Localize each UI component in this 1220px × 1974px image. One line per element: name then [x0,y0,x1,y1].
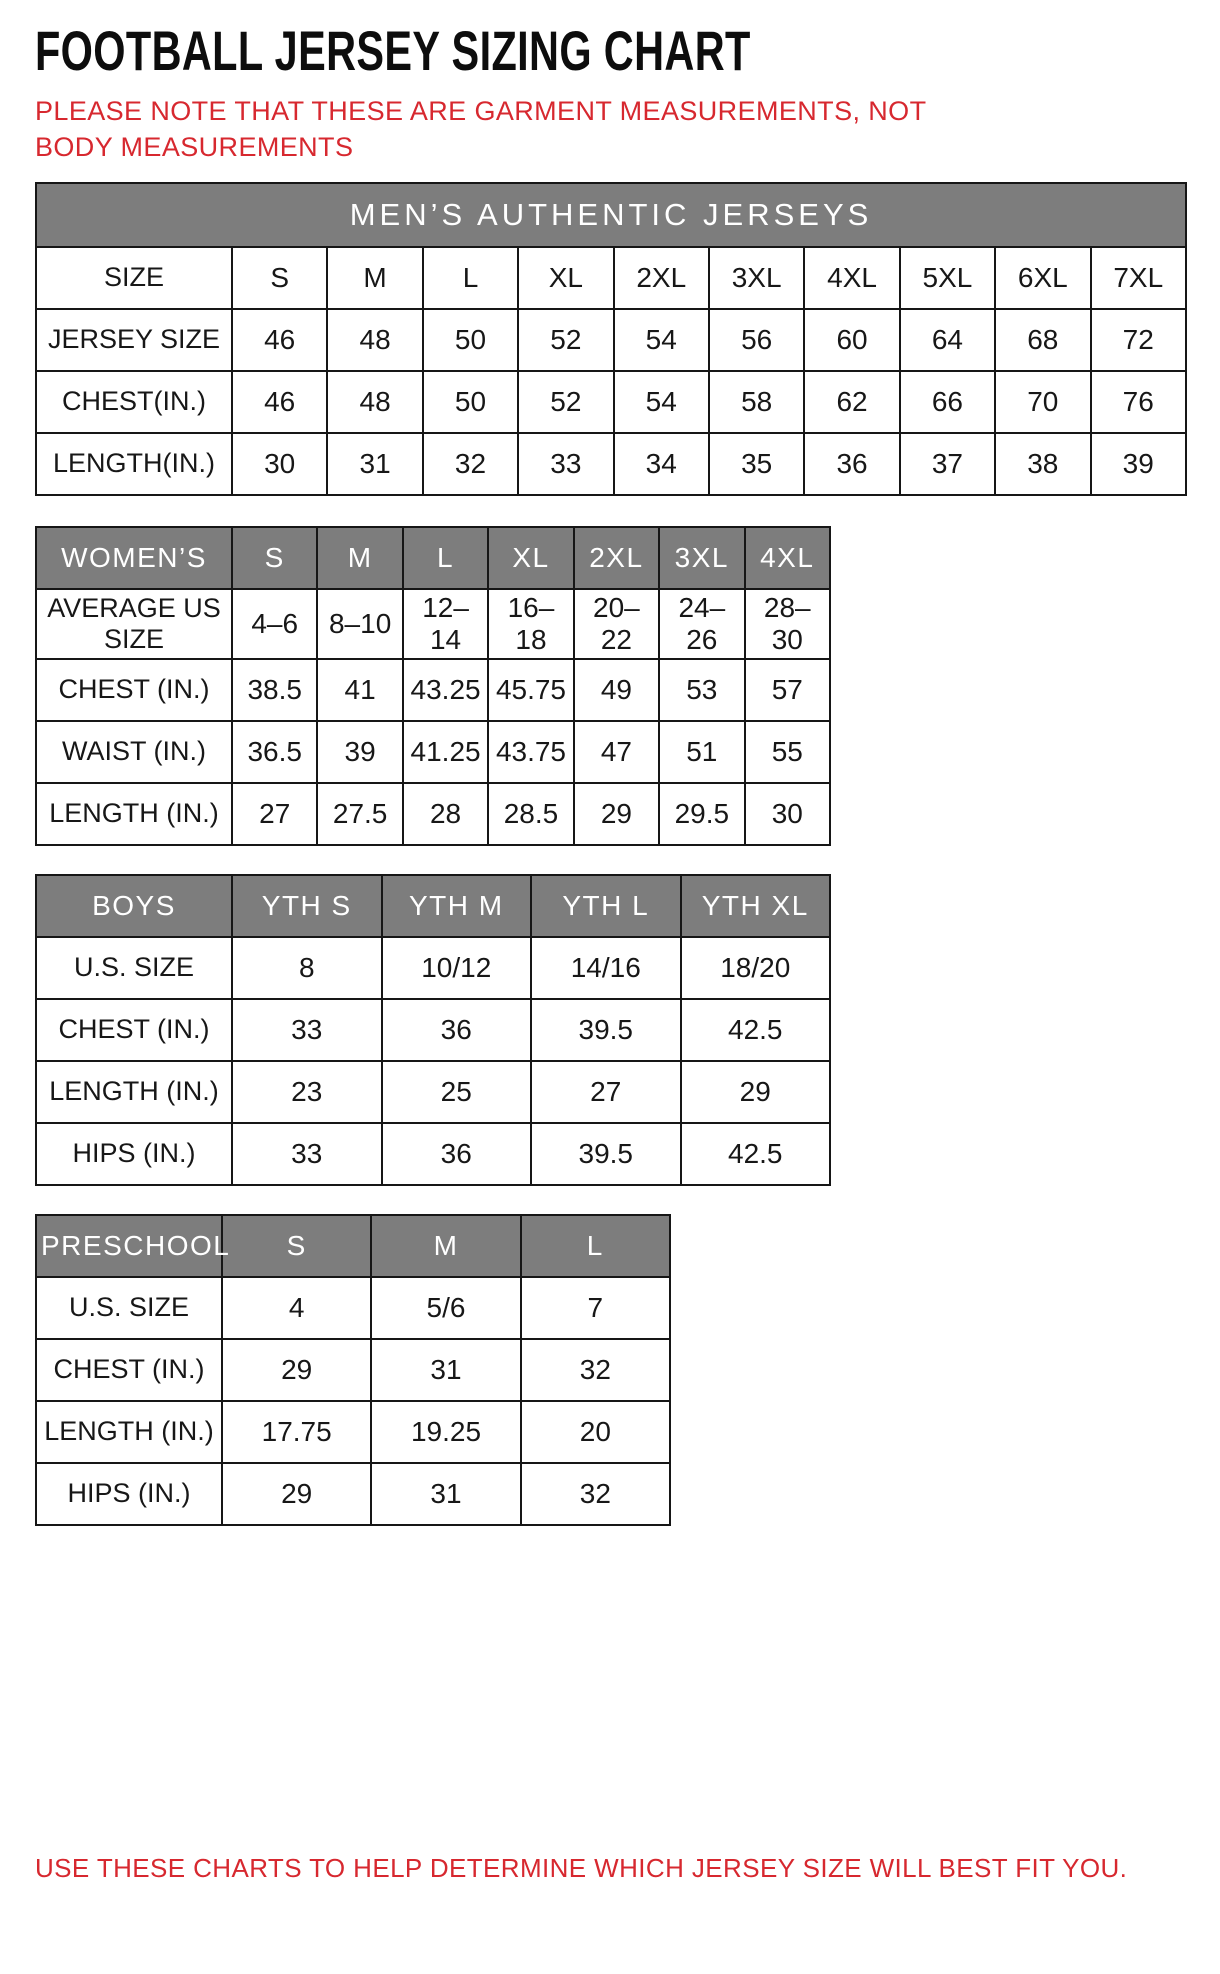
table-row [36,1339,670,1401]
table-cell: 46 [232,309,327,371]
table-cell: 52 [518,371,613,433]
table-cell: 8 [232,937,382,999]
table-cell: 20 [521,1401,670,1463]
column-header: 3XL [659,527,744,589]
row-label: AVERAGE US SIZE [36,589,232,659]
table-cell: 33 [518,433,613,495]
preschool-sizing-table [35,1214,1190,1526]
column-header: 2XL [574,527,659,589]
table-cell: 50 [423,371,518,433]
table-cell: 56 [709,309,804,371]
table-cell: 12–14 [403,589,488,659]
boys-header-label: BOYS [36,875,232,937]
table-cell: 10/12 [382,937,532,999]
table-row [36,659,830,721]
table-cell: 33 [232,999,382,1061]
table-cell: 28–30 [745,589,830,659]
table-cell: 41 [317,659,402,721]
table-cell: 76 [1091,371,1186,433]
table-cell: 38 [995,433,1090,495]
column-header: YTH S [232,875,382,937]
table-cell: 5XL [900,247,995,309]
table-cell: 45.75 [488,659,573,721]
table-cell: 57 [745,659,830,721]
table-cell: 49 [574,659,659,721]
table-row [36,247,1186,309]
table-cell: 35 [709,433,804,495]
row-label: JERSEY SIZE [36,309,232,371]
column-header: M [371,1215,520,1277]
row-label: CHEST (IN.) [36,1339,222,1401]
table-cell: 37 [900,433,995,495]
table-row [36,433,1186,495]
table-cell: 66 [900,371,995,433]
table-row [36,721,830,783]
table-cell: 54 [614,309,709,371]
table-cell: M [327,247,422,309]
table-cell: 29 [574,783,659,845]
table-row [36,1061,830,1123]
row-label: HIPS (IN.) [36,1123,232,1185]
table-cell: 34 [614,433,709,495]
table-cell: 24–26 [659,589,744,659]
best-fit-note: USE THESE CHARTS TO HELP DETERMINE WHICH JERSEY SIZE WILL BEST FIT YOU. [35,1852,1128,1883]
table-cell: 51 [659,721,744,783]
table-cell: 4XL [804,247,899,309]
table-cell: 68 [995,309,1090,371]
column-header: YTH M [382,875,532,937]
table-cell: 38.5 [232,659,317,721]
garment-measurements-note: PLEASE NOTE THAT THESE ARE GARMENT MEASUREMENTS, NOT BODY MEASUREMENTS [35,96,926,163]
table-cell: 28.5 [488,783,573,845]
row-label: CHEST (IN.) [36,659,232,721]
table-cell: 43.25 [403,659,488,721]
table-row [36,783,830,845]
table-cell: 46 [232,371,327,433]
table-cell: 2XL [614,247,709,309]
table-cell: 28 [403,783,488,845]
table-cell: 4 [222,1277,371,1339]
womens-table-grid [35,526,831,846]
table-cell: 29.5 [659,783,744,845]
table-cell: 4–6 [232,589,317,659]
table-cell: 31 [371,1463,520,1525]
table-row [36,937,830,999]
table-cell: 32 [521,1339,670,1401]
table-row [36,1123,830,1185]
table-cell: 18/20 [681,937,831,999]
table-cell: 31 [371,1339,520,1401]
table-cell: 55 [745,721,830,783]
table-cell: 32 [521,1463,670,1525]
table-cell: 64 [900,309,995,371]
row-label: LENGTH (IN.) [36,1061,232,1123]
table-cell: S [232,247,327,309]
table-cell: 29 [681,1061,831,1123]
table-row [36,1463,670,1525]
table-cell: 42.5 [681,999,831,1061]
table-cell: 47 [574,721,659,783]
table-cell: 36.5 [232,721,317,783]
boys-sizing-table [35,874,1190,1186]
table-cell: 32 [423,433,518,495]
table-cell: 58 [709,371,804,433]
table-cell: 36 [382,999,532,1061]
table-cell: 52 [518,309,613,371]
table-cell: 23 [232,1061,382,1123]
table-cell: 7 [521,1277,670,1339]
row-label: HIPS (IN.) [36,1463,222,1525]
table-cell: 29 [222,1463,371,1525]
table-cell: 48 [327,371,422,433]
table-cell: 14/16 [531,937,681,999]
table-cell: 62 [804,371,899,433]
table-cell: 60 [804,309,899,371]
table-cell: 36 [804,433,899,495]
preschool-table-grid [35,1214,671,1526]
table-cell: 39.5 [531,999,681,1061]
table-cell: XL [518,247,613,309]
womens-sizing-table [35,526,1190,846]
row-label: CHEST (IN.) [36,999,232,1061]
table-cell: 72 [1091,309,1186,371]
table-row [36,589,830,659]
table-cell: 29 [222,1339,371,1401]
column-header: YTH XL [681,875,831,937]
table-cell: 27 [232,783,317,845]
row-label: LENGTH(IN.) [36,433,232,495]
table-cell: 8–10 [317,589,402,659]
table-cell: 43.75 [488,721,573,783]
womens-header-label: WOMEN’S [36,527,232,589]
table-cell: 7XL [1091,247,1186,309]
boys-table-grid [35,874,831,1186]
table-cell: 70 [995,371,1090,433]
table-cell: 42.5 [681,1123,831,1185]
table-row [36,999,830,1061]
table-cell: 3XL [709,247,804,309]
preschool-header-label: PRESCHOOL [36,1215,222,1277]
row-label: SIZE [36,247,232,309]
table-cell: 39.5 [531,1123,681,1185]
column-header: S [232,527,317,589]
table-cell: 19.25 [371,1401,520,1463]
womens-header-row [36,527,830,589]
row-label: CHEST(IN.) [36,371,232,433]
row-label: U.S. SIZE [36,1277,222,1339]
table-cell: 41.25 [403,721,488,783]
table-row [36,309,1186,371]
table-cell: 53 [659,659,744,721]
table-row [36,1401,670,1463]
table-cell: 6XL [995,247,1090,309]
column-header: XL [488,527,573,589]
table-cell: 48 [327,309,422,371]
table-cell: 39 [317,721,402,783]
table-cell: L [423,247,518,309]
column-header: M [317,527,402,589]
table-cell: 30 [232,433,327,495]
boys-header-row [36,875,830,937]
column-header: S [222,1215,371,1277]
table-cell: 27 [531,1061,681,1123]
table-cell: 30 [745,783,830,845]
table-cell: 17.75 [222,1401,371,1463]
table-row [36,1277,670,1339]
mens-table-grid [35,182,1187,496]
mens-authentic-jerseys-table [35,182,1190,496]
table-cell: 36 [382,1123,532,1185]
mens-table-title: MEN’S AUTHENTIC JERSEYS [36,183,1186,247]
page-title: FOOTBALL JERSEY SIZING CHART [35,19,751,82]
column-header: YTH L [531,875,681,937]
table-cell: 33 [232,1123,382,1185]
table-cell: 25 [382,1061,532,1123]
preschool-header-row [36,1215,670,1277]
row-label: LENGTH (IN.) [36,783,232,845]
table-cell: 54 [614,371,709,433]
table-cell: 39 [1091,433,1186,495]
column-header: 4XL [745,527,830,589]
table-cell: 50 [423,309,518,371]
table-cell: 27.5 [317,783,402,845]
table-cell: 31 [327,433,422,495]
row-label: LENGTH (IN.) [36,1401,222,1463]
table-cell: 5/6 [371,1277,520,1339]
column-header: L [521,1215,670,1277]
table-row [36,371,1186,433]
column-header: L [403,527,488,589]
row-label: WAIST (IN.) [36,721,232,783]
row-label: U.S. SIZE [36,937,232,999]
table-cell: 16–18 [488,589,573,659]
table-cell: 20–22 [574,589,659,659]
